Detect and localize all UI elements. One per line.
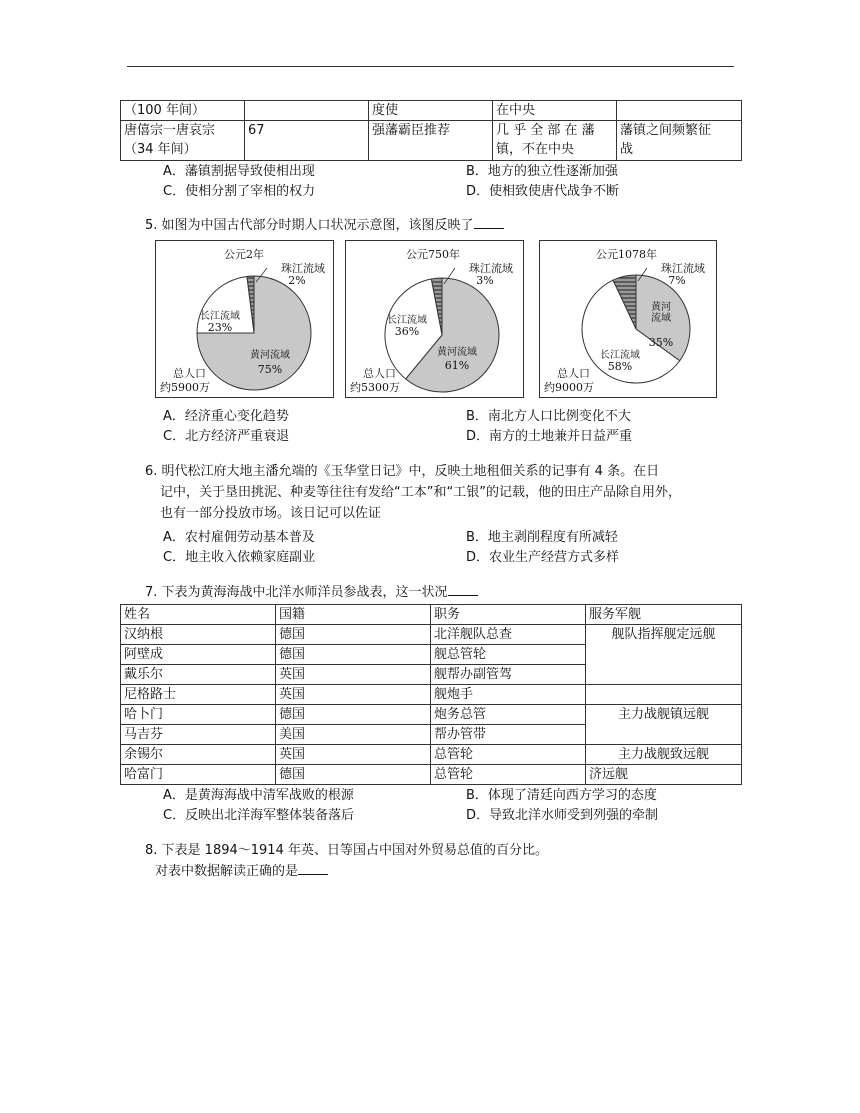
- table-row: [121, 121, 742, 161]
- pie-chart-svg: [346, 241, 523, 397]
- position-cell: 炮务总管: [431, 705, 586, 725]
- q6-stem-line1: [145, 461, 659, 482]
- name-cell: 尼格路士: [121, 685, 276, 705]
- nationality-cell: 德国: [276, 645, 431, 665]
- name-cell: 汉纳根: [121, 625, 276, 645]
- total-label: 总人口: [363, 367, 396, 380]
- ship-cell: 济远舰: [586, 765, 742, 785]
- question-number: 6.: [145, 464, 158, 479]
- slice-label: 珠江流域: [661, 262, 705, 275]
- slice-label: 黄河流域: [437, 347, 477, 358]
- slice-label: 珠江流域: [469, 262, 513, 275]
- nationality-cell: 英国: [276, 685, 431, 705]
- name-cell: 哈卜门: [121, 705, 276, 725]
- pie-chart-svg: [156, 241, 333, 397]
- position-cell: 舰总管轮: [431, 645, 586, 665]
- tang-envoy-table: [120, 100, 742, 161]
- q5-stem: [145, 215, 504, 236]
- nationality-cell: 德国: [276, 765, 431, 785]
- slice-value-label: 7%: [668, 274, 686, 287]
- q7-stem: [145, 582, 478, 603]
- q6-option-b[interactable]: B．地主剥削程度有所减轻: [466, 530, 618, 545]
- q5-option-d[interactable]: D．南方的土地兼并日益严重: [466, 429, 633, 444]
- table-row: [121, 685, 742, 705]
- table-cell: 在中央: [493, 101, 617, 121]
- total-value: 约9000万: [544, 381, 594, 394]
- column-header: 职务: [431, 605, 586, 625]
- slice-value-label: 35%: [648, 336, 674, 349]
- ship-cell: [586, 685, 742, 705]
- table-row: [121, 625, 742, 645]
- table-cell: [245, 101, 369, 121]
- answer-blank[interactable]: [448, 583, 478, 596]
- slice-label: 长江流域: [600, 350, 640, 361]
- table-cell: 几 乎 全 部 在 藩 镇，不在中央: [493, 121, 617, 161]
- table-header-row: [121, 605, 742, 625]
- nationality-cell: 德国: [276, 705, 431, 725]
- table-cell: （100 年间）: [121, 101, 245, 121]
- total-value: 约5300万: [350, 381, 400, 394]
- position-cell: 北洋舰队总查: [431, 625, 586, 645]
- q6-option-d[interactable]: D．农业生产经营方式多样: [466, 550, 620, 565]
- table-cell: [617, 101, 742, 121]
- q7-option-b[interactable]: B．体现了清廷向西方学习的态度: [466, 788, 657, 803]
- table-cell: 强藩霸臣推荐: [369, 121, 493, 161]
- q7-option-d[interactable]: D．导致北洋水师受到列强的牵制: [466, 808, 659, 823]
- slice-label: 长江流域: [387, 315, 427, 326]
- q6-stem-line3: 也有一部分投放市场。该日记可以佐证: [160, 506, 382, 521]
- question-number: 7.: [145, 585, 158, 600]
- total-label: 总人口: [173, 367, 206, 380]
- nationality-cell: 德国: [276, 625, 431, 645]
- answer-blank[interactable]: [474, 216, 504, 229]
- q8-stem-line2: [155, 861, 328, 882]
- table-cell: 唐僖宗一唐哀宗 （34 年间）: [121, 121, 245, 161]
- table-cell: 67: [245, 121, 369, 161]
- name-cell: 马吉芬: [121, 725, 276, 745]
- q5-option-c[interactable]: C．北方经济严重衰退: [163, 429, 290, 444]
- q7-option-a[interactable]: A．是黄海海战中清军战败的根源: [163, 788, 354, 803]
- q8-stem-line1: [145, 840, 548, 861]
- q5-option-a[interactable]: A．经济重心变化趋势: [163, 409, 289, 424]
- slice-value-label: 36%: [394, 325, 420, 338]
- slice-value-label: 2%: [288, 274, 306, 287]
- question-number: 8.: [145, 843, 158, 858]
- table-cell: 度使: [369, 101, 493, 121]
- q6-option-a[interactable]: A．农村雇佣劳动基本普及: [163, 530, 315, 545]
- chart-title: 公元750年: [406, 248, 460, 261]
- column-header: 国籍: [276, 605, 431, 625]
- q4-option-c[interactable]: C．使相分割了宰相的权力: [163, 184, 316, 199]
- slice-label: 珠江流域: [281, 262, 325, 275]
- position-cell: 总管轮: [431, 745, 586, 765]
- nationality-cell: 美国: [276, 725, 431, 745]
- table-row: [121, 745, 742, 765]
- nationality-cell: 英国: [276, 665, 431, 685]
- chart-title: 公元1078年: [596, 248, 657, 261]
- ship-cell: 主力战舰致远舰: [586, 745, 742, 765]
- slice-value-label: 75%: [257, 363, 283, 376]
- ship-cell: 舰队指挥舰定远舰: [586, 625, 742, 685]
- foreign-officers-table: [120, 604, 742, 785]
- total-value: 约5900万: [160, 381, 210, 394]
- name-cell: 余锡尔: [121, 745, 276, 765]
- position-cell: 总管轮: [431, 765, 586, 785]
- chart-title: 公元2年: [224, 248, 264, 261]
- q4-option-b[interactable]: B．地方的独立性逐渐加强: [466, 164, 618, 179]
- column-header: 服务军舰: [586, 605, 742, 625]
- q4-option-d[interactable]: D．使相致使唐代战争不断: [466, 184, 620, 199]
- nationality-cell: 英国: [276, 745, 431, 765]
- q5-option-b[interactable]: B．南北方人口比例变化不大: [466, 409, 631, 424]
- question-text: 如图为中国古代部分时期人口状况示意图，该图反映了: [161, 218, 474, 233]
- pie-chart-svg: [540, 241, 716, 397]
- name-cell: 阿壁成: [121, 645, 276, 665]
- slice-label: 黄河流域: [250, 350, 290, 361]
- name-cell: 戴乐尔: [121, 665, 276, 685]
- q6-option-c[interactable]: C．地主收入依赖家庭副业: [163, 550, 316, 565]
- table-row: [121, 705, 742, 725]
- total-label: 总人口: [557, 367, 590, 380]
- pie-chart-750ad: [345, 240, 524, 398]
- question-text: 下表为黄海海战中北洋水师洋员参战表，这一状况: [161, 585, 448, 600]
- ship-cell: 主力战舰镇远舰: [586, 705, 742, 745]
- column-header: 姓名: [121, 605, 276, 625]
- slice-value-label: 3%: [476, 274, 494, 287]
- position-cell: 舰帮办副管驾: [431, 665, 586, 685]
- slice-label: 黄河流域: [651, 302, 671, 324]
- table-row: [121, 765, 742, 785]
- answer-blank[interactable]: [298, 862, 328, 875]
- table-row: [121, 101, 742, 121]
- slice-value-label: 61%: [444, 359, 470, 372]
- position-cell: 舰炮手: [431, 685, 586, 705]
- slice-label: 长江流域: [200, 311, 240, 322]
- slice-value-label: 58%: [607, 360, 633, 373]
- q4-option-a[interactable]: A．藩镇割据导致使相出现: [163, 164, 315, 179]
- pie-chart-1078ad: [539, 240, 717, 398]
- q6-stem-line2: 记中，关于垦田挑泥、种麦等往往有发给“工本”和“工银”的记载，他的田庄产品除自用外，: [160, 485, 681, 500]
- q7-option-c[interactable]: C．反映出北洋海军整体装备落后: [163, 808, 355, 823]
- name-cell: 哈富门: [121, 765, 276, 785]
- question-number: 5.: [145, 218, 158, 233]
- question-text: 下表是 1894～1914 年英、日等国占中国对外贸易总值的百分比。: [161, 843, 548, 858]
- pie-chart-2ad: [155, 240, 334, 398]
- table-cell: 藩镇之间频繁征 战: [617, 121, 742, 161]
- question-text: 对表中数据解读正确的是: [155, 864, 299, 879]
- slice-value-label: 23%: [207, 321, 233, 334]
- position-cell: 帮办管带: [431, 725, 586, 745]
- page-header-rule: [127, 66, 734, 67]
- question-text: 明代松江府大地主潘允端的《玉华堂日记》中，反映土地租佃关系的记事有 4 条。在日: [161, 464, 660, 479]
